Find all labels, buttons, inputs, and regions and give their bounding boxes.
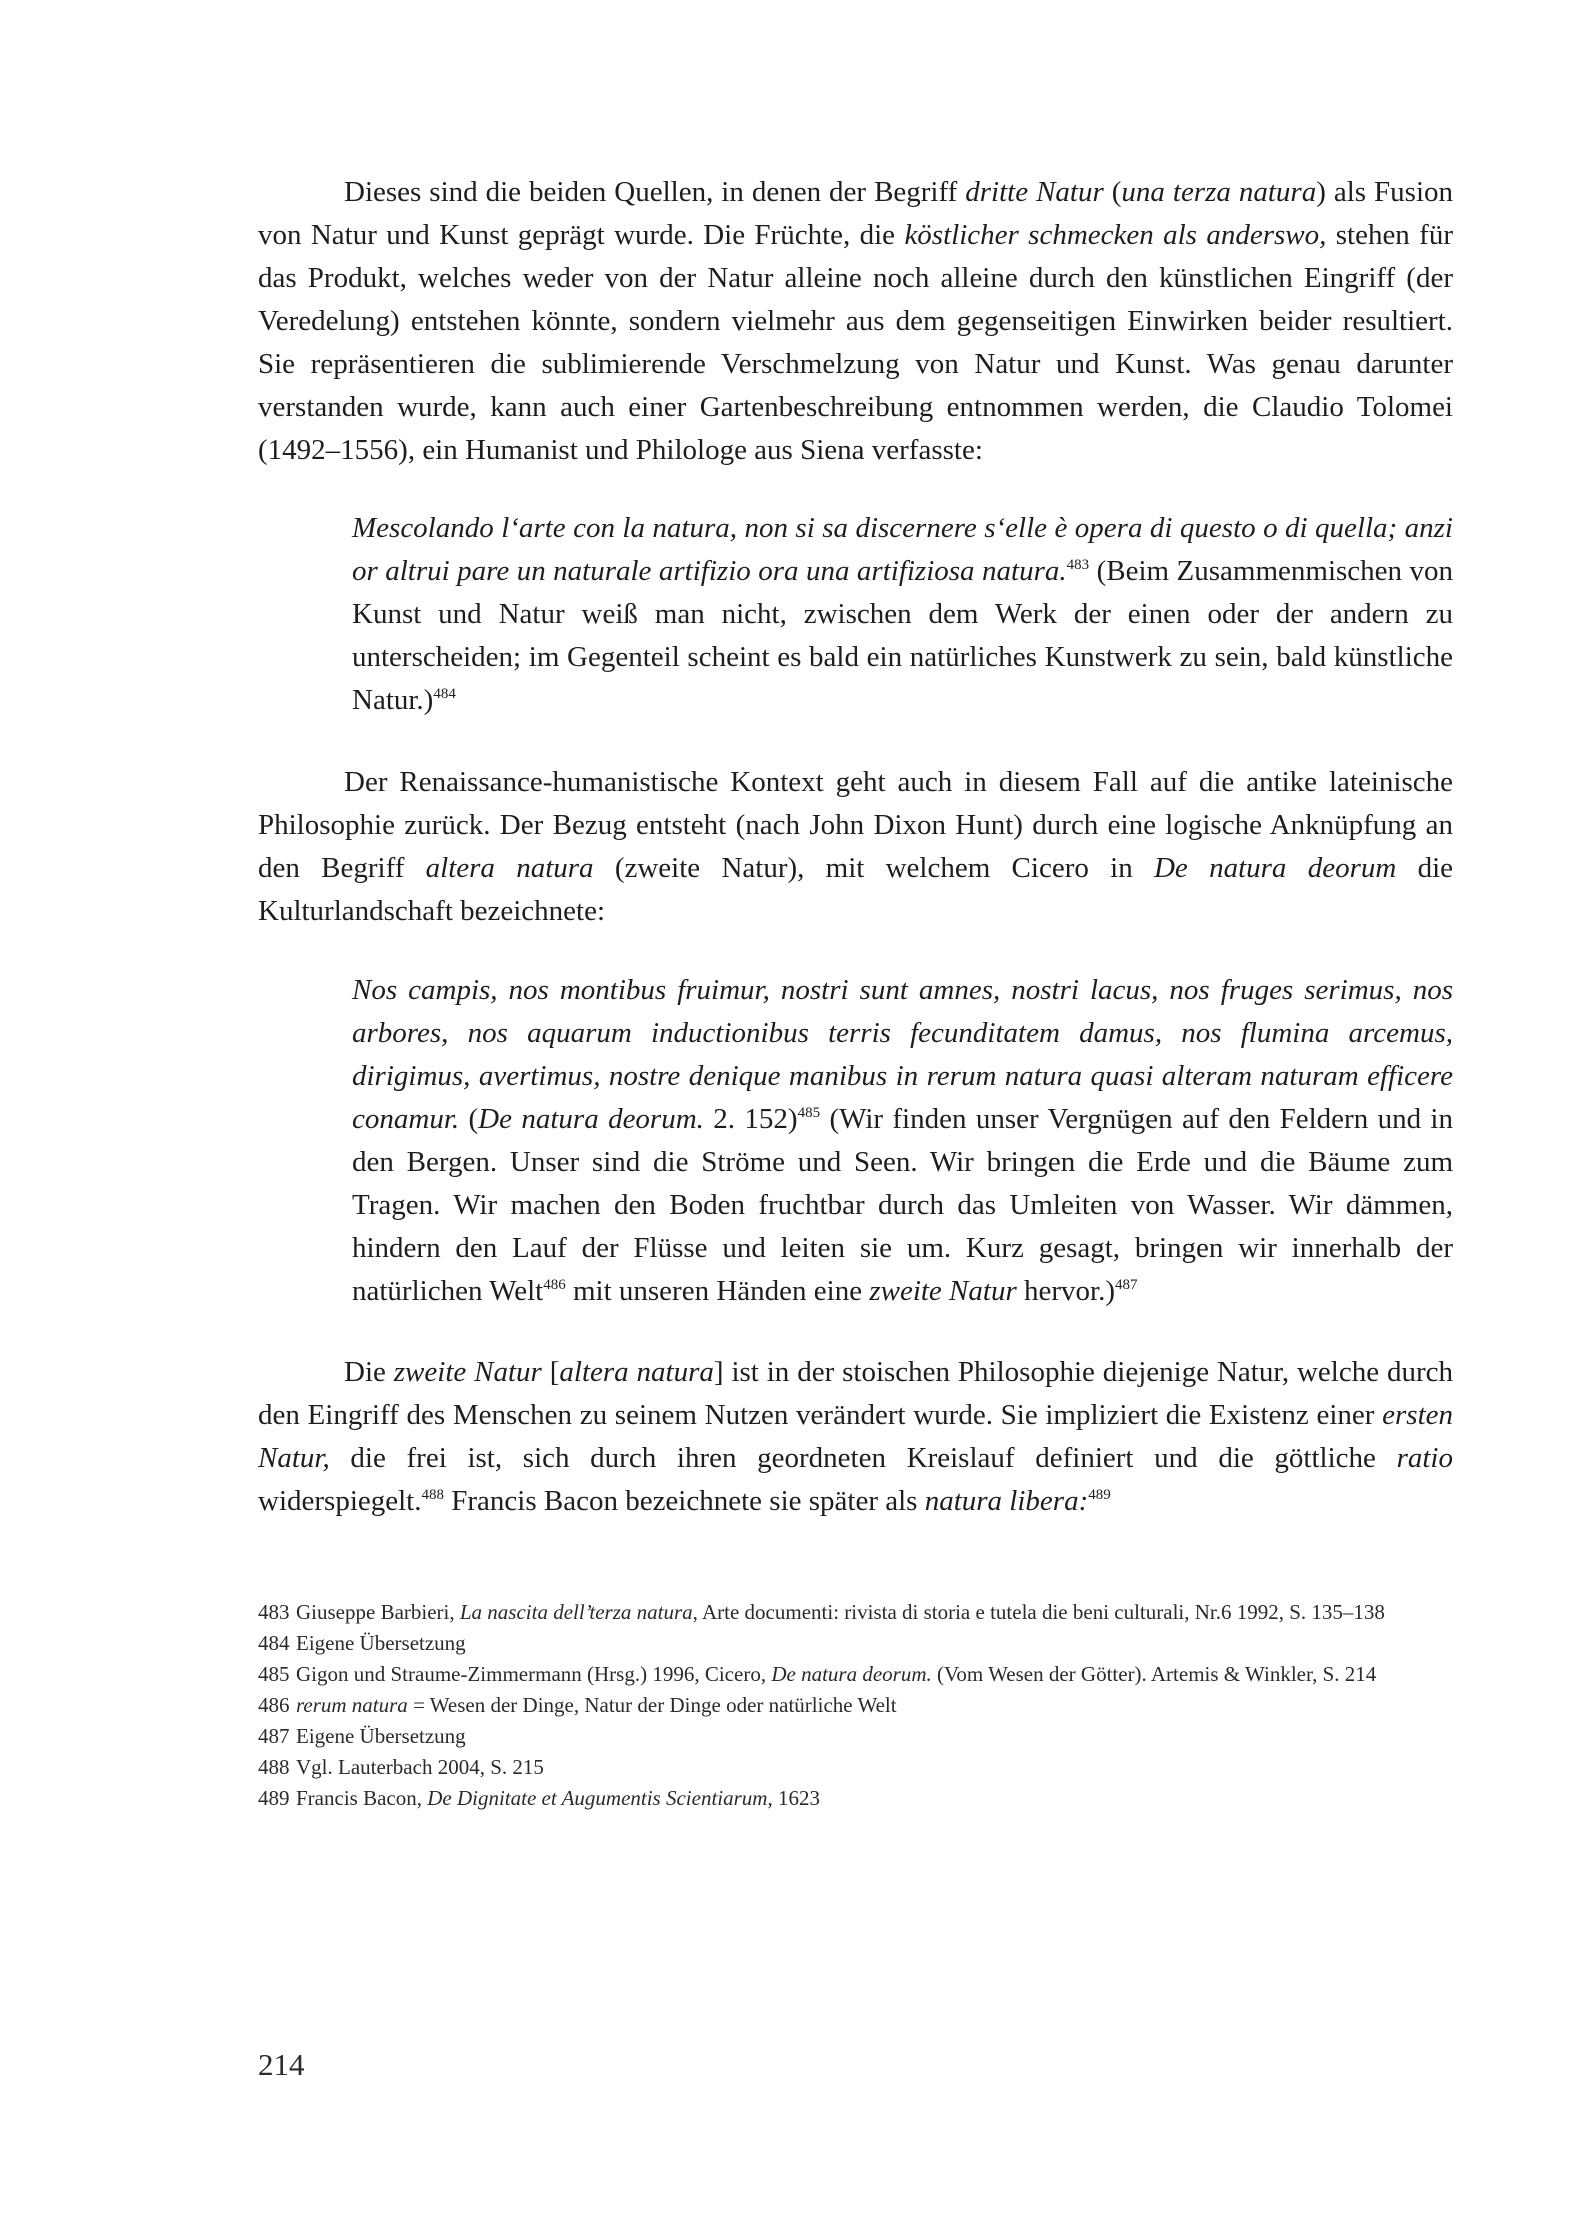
text-run-italic: altera natura xyxy=(425,852,594,884)
text-run-italic: ersten Natur, xyxy=(258,1399,1453,1474)
quote-translation: (Beim Zusammenmischen von Kunst und Natur weiß man nicht, zwischen dem Werk der einen oder der andern zu unterscheiden; im Gegenteil scheint es bald ein natürliches Kunstwerk zu sein, bald künstliche Natur.) xyxy=(352,555,1453,716)
footnote-number: 484 xyxy=(258,1631,290,1655)
quote-source: De natura deorum. xyxy=(478,1103,704,1135)
text-run: ) als Fusion von Natur und Kunst geprägt wurde. Die Früchte, die xyxy=(258,176,1453,251)
text-run: die Kulturlandschaft bezeichnete: xyxy=(258,852,1454,927)
footnote-484 xyxy=(258,1628,1453,1659)
footnote-text-italic: De natura deorum. xyxy=(771,1662,932,1686)
footnote-488 xyxy=(258,1752,1453,1783)
footnote-ref[interactable]: 486 xyxy=(543,1277,566,1293)
text-run: ( xyxy=(1103,176,1122,208)
text-run-italic: ratio xyxy=(1396,1442,1453,1474)
footnote-text: Francis Bacon, xyxy=(296,1786,428,1810)
footnote-number: 485 xyxy=(258,1662,290,1686)
footnote-483 xyxy=(258,1597,1453,1628)
text-run: mit unseren Händen eine xyxy=(565,1275,870,1307)
footnote-text: , Arte documenti: rivista di storia e tutela die beni culturali, Nr.6 1992, S. 135–138 xyxy=(692,1600,1385,1624)
blockquote-tolomei xyxy=(352,507,1453,722)
footnote-ref[interactable]: 489 xyxy=(1088,1487,1111,1503)
paragraph-2 xyxy=(258,761,1453,933)
footnote-ref[interactable]: 483 xyxy=(1066,557,1090,573)
text-run: Der Renaissance-humanistische Kontext geht auch in diesem Fall auf die antike lateinische Philosophie zurück. Der Bezug entsteht (nach John Dixon Hunt) durch eine logische Anknüpfung an den Begriff xyxy=(258,766,1453,884)
footnote-487 xyxy=(258,1721,1453,1752)
text-run: widerspiegelt. xyxy=(258,1485,422,1517)
footnote-number: 483 xyxy=(258,1600,290,1624)
footnote-text-italic: La nascita dell’terza natura xyxy=(459,1600,693,1624)
text-run: Francis Bacon bezeichnete sie später als xyxy=(443,1485,925,1517)
text-run-italic: köstlicher schmecken als anderswo, xyxy=(904,219,1327,251)
text-run: 2. 152) xyxy=(703,1103,798,1135)
footnote-number: 486 xyxy=(258,1693,290,1717)
text-run: (zweite Natur), mit welchem Cicero in xyxy=(593,852,1154,884)
footnote-text: (Vom Wesen der Götter). Artemis & Winkler, S. 214 xyxy=(931,1662,1377,1686)
footnote-ref[interactable]: 487 xyxy=(1114,1277,1138,1293)
text-run: [ xyxy=(541,1356,560,1388)
text-run: die frei ist, sich durch ihren geordneten Kreislauf definiert und die göttliche xyxy=(329,1442,1397,1474)
text-run-italic: altera natura xyxy=(559,1356,714,1388)
quote-latin: Nos campis, nos montibus fruimur, nostri sunt amnes, nostri lacus, nos fruges serimus, nos arbores, nos aquarum inductionibus terris fecunditatem damus, nos flumina arcemus, dirigimus, avertimus, nostre denique manibus in rerum natura quasi alteram naturam efficere conamur. xyxy=(352,974,1453,1135)
footnote-485 xyxy=(258,1659,1453,1690)
footnote-number: 488 xyxy=(258,1755,290,1779)
text-run-italic: zweite Natur xyxy=(869,1275,1017,1307)
text-run: Die xyxy=(344,1356,394,1388)
paragraph-1 xyxy=(258,171,1453,472)
footnote-text: Eigene Übersetzung xyxy=(296,1724,466,1748)
quote-latin: Mescolando l‘arte con la natura, non si sa discernere s‘elle è opera di questo o di quella; anzi or altrui pare un naturale artifizio ora una artifiziosa natura. xyxy=(352,512,1453,587)
footnote-text: , 1623 xyxy=(767,1786,820,1810)
footnote-number: 489 xyxy=(258,1786,290,1810)
footnotes xyxy=(258,1597,1453,1814)
footnote-text-italic: rerum natura xyxy=(296,1693,408,1717)
footnote-486 xyxy=(258,1690,1453,1721)
footnote-text: Gigon und Straume-Zimmermann (Hrsg.) 1996, Cicero, xyxy=(296,1662,772,1686)
quote-translation: (Wir finden unser Vergnügen auf den Feldern und in den Bergen. Unser sind die Ströme und Seen. Wir bringen die Erde und die Bäume zum Tragen. Wir machen den Boden fruchtbar durch das Umleiten von Wasser. Wir dämmen, hindern den Lauf der Flüsse und leiten sie um. Kurz gesagt, bringen wir innerhalb der natürlichen Welt xyxy=(352,1103,1453,1307)
footnote-text: Giuseppe Barbieri, xyxy=(296,1600,460,1624)
text-run-italic: zweite Natur xyxy=(393,1356,542,1388)
footnote-text: Vgl. Lauterbach 2004, S. 215 xyxy=(296,1755,544,1779)
footnote-489 xyxy=(258,1783,1453,1814)
blockquote-cicero xyxy=(352,969,1453,1313)
footnote-ref[interactable]: 485 xyxy=(797,1105,821,1121)
text-run: ( xyxy=(459,1103,479,1135)
text-run: stehen für das Produkt, welches weder von der Natur alleine noch alleine durch den künstlichen Eingriff (der Veredelung) entstehen könnte, sondern vielmehr aus dem gegenseitigen Einwirken beider resultiert. Sie repräsentieren die sublimierende Verschmelzung von Natur und Kunst. Was genau darunter verstanden wurde, kann auch einer Gartenbeschreibung entnommen werden, die Claudio Tolomei (1492–1556), ein Humanist und Philologe aus Siena verfasste: xyxy=(258,219,1453,466)
footnote-ref[interactable]: 488 xyxy=(421,1487,444,1503)
paragraph-3 xyxy=(258,1351,1453,1523)
footnote-ref[interactable]: 484 xyxy=(433,686,456,702)
text-run: Dieses sind die beiden Quellen, in denen der Begriff xyxy=(344,176,966,208)
text-run-italic: una terza natura xyxy=(1121,176,1317,208)
page-number: 214 xyxy=(258,2047,305,2082)
footnote-text: Eigene Übersetzung xyxy=(296,1631,466,1655)
footnote-text: = Wesen der Dinge, Natur der Dinge oder natürliche Welt xyxy=(407,1693,897,1717)
text-run-italic: dritte Natur xyxy=(965,176,1104,208)
text-run-italic: natura libera: xyxy=(924,1485,1089,1517)
text-run: ] ist in der stoischen Philosophie diejenige Natur, welche durch den Eingriff des Menschen zu seinem Nutzen verändert wurde. Sie impliziert die Existenz einer xyxy=(258,1356,1453,1431)
text-run: hervor.) xyxy=(1016,1275,1115,1307)
footnote-number: 487 xyxy=(258,1724,290,1748)
text-run-italic: De natura deorum xyxy=(1153,852,1397,884)
footnote-text-italic: De Dignitate et Augumentis Scientiarum xyxy=(427,1786,768,1810)
